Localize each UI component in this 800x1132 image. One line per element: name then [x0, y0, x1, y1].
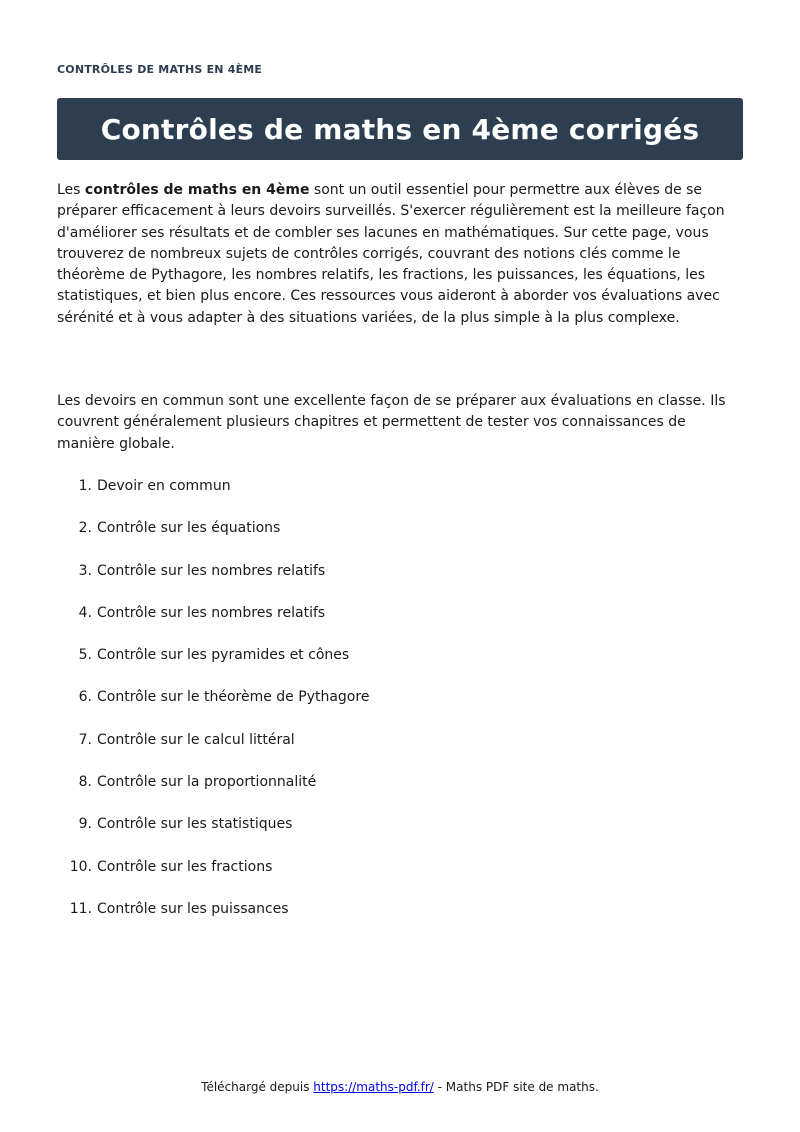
exam-link[interactable]: Contrôle sur les puissances	[97, 900, 289, 917]
intro-rest: sont un outil essentiel pour permettre aux élèves de se préparer efficacement à leurs devoirs surveillés. S'exercer régulièrement est la meilleure façon d'améliorer ses résultats et de combler ses lacunes en mathématiques. Sur cette page, vous trouverez de nombreux sujets de contrôles corrigés, couvrant des notions clés comme le théorème de Pythagore, les nombres relatifs, les fractions, les puissances, les équations, les statistiques, et bien plus encore. Ces ressources vous aideront à aborder vos évaluations avec sérénité et à vous adapter à des situations variées, de la plus simple à la plus complexe.	[57, 182, 725, 326]
list-item	[57, 603, 743, 645]
exam-link[interactable]: Contrôle sur le calcul littéral	[97, 731, 295, 748]
list-item-number: 4.	[78, 604, 92, 621]
exam-list	[57, 476, 743, 941]
intro-bold: contrôles de maths en 4ème	[84, 182, 310, 198]
list-item	[57, 561, 743, 603]
page-title: Contrôles de maths en 4ème corrigés	[100, 112, 700, 146]
footer-prefix: Téléchargé depuis	[201, 1080, 314, 1094]
exam-link[interactable]: Contrôle sur la proportionnalité	[97, 774, 317, 791]
list-item-number: 3.	[78, 562, 92, 579]
exam-link[interactable]: Contrôle sur les nombres relatifs	[97, 562, 326, 579]
list-item-number: 5.	[78, 647, 92, 664]
list-item-number: 2.	[78, 520, 92, 537]
page-kicker: CONTRÔLES DE MATHS EN 4ÈME	[57, 63, 263, 76]
footer-link[interactable]: https://maths-pdf.fr/	[313, 1080, 434, 1094]
exam-link[interactable]: Contrôle sur le théorème de Pythagore	[97, 689, 370, 706]
list-item	[57, 899, 743, 941]
list-item-number: 1.	[78, 478, 92, 494]
page-footer	[0, 1080, 800, 1094]
list-item-number: 9.	[78, 816, 92, 833]
common-exam-paragraph: Les devoirs en commun sont une excellente façon de se préparer aux évaluations en classe. Ils couvrent généralement plusieurs chapitres et permettent de tester vos connaissances de manière globale.	[57, 393, 726, 452]
exam-link[interactable]: Contrôle sur les statistiques	[97, 816, 293, 833]
exam-link[interactable]: Contrôle sur les pyramides et cônes	[97, 647, 350, 664]
exam-link[interactable]: Devoir en commun	[97, 478, 231, 494]
list-item	[57, 476, 743, 518]
list-item	[57, 645, 743, 687]
exam-link[interactable]: Contrôle sur les fractions	[97, 858, 273, 875]
footer-suffix: - Maths PDF site de maths.	[433, 1080, 599, 1094]
list-item-number: 11.	[69, 900, 92, 917]
title-banner	[57, 98, 743, 160]
list-item-number: 10.	[69, 858, 92, 875]
exam-link[interactable]: Contrôle sur les nombres relatifs	[97, 604, 326, 621]
list-item	[57, 518, 743, 560]
exam-link[interactable]: Contrôle sur les équations	[97, 520, 281, 537]
intro-lead: Les	[57, 182, 85, 198]
list-item-number: 8.	[78, 774, 92, 791]
list-item-number: 7.	[78, 731, 92, 748]
list-item	[57, 857, 743, 899]
list-item	[57, 687, 743, 729]
list-item	[57, 772, 743, 814]
list-item	[57, 730, 743, 772]
intro-paragraph	[57, 180, 743, 329]
list-item-number: 6.	[78, 689, 92, 706]
list-item	[57, 814, 743, 856]
